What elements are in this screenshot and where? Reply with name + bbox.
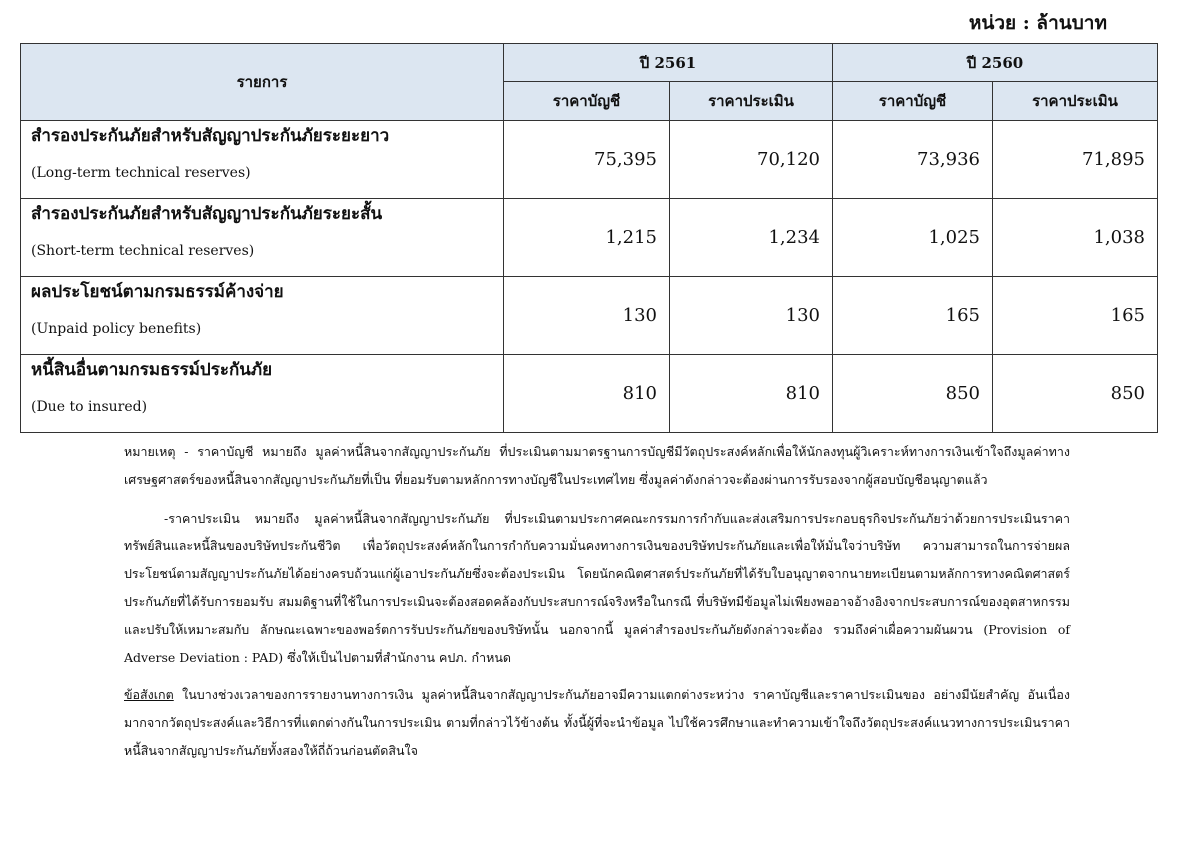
observation-label: ข้อสังเกต bbox=[124, 687, 174, 703]
table-row bbox=[21, 199, 1158, 277]
subheader-appraised-value-2561: ราคาประเมิน bbox=[670, 82, 833, 121]
row-item-thai: หนี้สินอื่นตามกรมธรรม์ประกันภัย bbox=[31, 360, 273, 380]
row-item-english: (Due to insured) bbox=[31, 399, 148, 415]
cell-value: 165 bbox=[833, 277, 993, 355]
note-observation bbox=[124, 681, 1070, 764]
cell-value: 70,120 bbox=[670, 121, 833, 199]
subheader-appraised-value-2560: ราคาประเมิน bbox=[993, 82, 1158, 121]
cell-value: 130 bbox=[504, 277, 670, 355]
cell-value: 73,936 bbox=[833, 121, 993, 199]
year-header-2560: ปี 2560 bbox=[833, 44, 1158, 82]
row-item-thai: สำรองประกันภัยสำหรับสัญญาประกันภัยระยะสั้น bbox=[31, 204, 383, 224]
item-header: รายการ bbox=[21, 44, 504, 121]
observation-text: ในบางช่วงเวลาของการรายงานทางการเงิน มูลค่าหนี้สินจากสัญญาประกันภัยอาจมีความแตกต่างระหว่าง ราคาบัญชีและราคาประเมินของ อย่างมีนัยสำคัญ อันเนื่องมากจากวัตถุประสงค์และวิธีการที่แตกต่างกันในการประเมิน ตามที่กล่าวไว้ข้างต้น ทั้งนี้ผู้ที่จะนำข้อมูล ไปใช้ควรศึกษาและทำความเข้าใจถึงวัตถุประสงค์แนวทางการประเมินราคา หนี้สินจากสัญญาประกันภัยทั้งสองให้ถี่ถ้วนก่อนตัดสินใจ bbox=[124, 687, 1070, 758]
row-item bbox=[21, 355, 504, 433]
subheader-book-value-2560: ราคาบัญชี bbox=[833, 82, 993, 121]
row-item bbox=[21, 277, 504, 355]
cell-value: 1,038 bbox=[993, 199, 1158, 277]
row-item-thai: ผลประโยชน์ตามกรมธรรม์ค้างจ่าย bbox=[31, 282, 284, 302]
row-item-english: (Unpaid policy benefits) bbox=[31, 321, 202, 337]
cell-value: 1,025 bbox=[833, 199, 993, 277]
cell-value: 850 bbox=[993, 355, 1158, 433]
reserves-table bbox=[20, 43, 1158, 433]
row-item-english: (Short-term technical reserves) bbox=[31, 243, 255, 259]
notes-section bbox=[124, 438, 1070, 765]
cell-value: 71,895 bbox=[993, 121, 1158, 199]
row-item-english: (Long-term technical reserves) bbox=[31, 165, 251, 181]
row-item bbox=[21, 199, 504, 277]
subheader-book-value-2561: ราคาบัญชี bbox=[504, 82, 670, 121]
note-appraised-value: -ราคาประเมิน หมายถึง มูลค่าหนี้สินจากสัญญาประกันภัย ที่ประเมินตามประกาศคณะกรรมการกำกับและส่งเสริมการประกอบธุรกิจประกันภัยว่าด้วยการประเมินราคาทรัพย์สินและหนี้สินของบริษัทประกันชีวิต เพื่อวัตถุประสงค์หลักในการกำกับความมั่นคงทางการเงินของบริษัทประกันภัยและเพื่อให้มั่นใจว่าบริษัท ความสามารถในการจ่ายผลประโยชน์ตามสัญญาประกันภัยได้อย่างครบถ้วนแก่ผู้เอาประกันภัยซึ่งจะต้องประเมิน โดยนักคณิตศาสตร์ประกันภัยที่ได้รับใบอนุญาตจากนายทะเบียนตามหลักการทางคณิตศาสตร์ ประกันภัยที่ได้รับการยอมรับ สมมติฐานที่ใช้ในการประเมินจะต้องสอดคล้องกับประสบการณ์จริงหรือในกรณี ที่บริษัทมีข้อมูลไม่เพียงพออาจอ้างอิงจากประสบการณ์ของอุตสาหกรรมและปรับให้เหมาะสมกับ ลักษณะเฉพาะของพอร์ตการรับประกันภัยของบริษัทนั้น นอกจากนี้ มูลค่าสำรองประกันภัยดังกล่าวจะต้อง รวมถึงค่าเผื่อความผันผวน (Provision of Adverse Deviation : PAD) ซึ่งให้เป็นไปตามที่สำนักงาน คปภ. กำหนด bbox=[124, 510, 1070, 665]
table-row bbox=[21, 355, 1158, 433]
cell-value: 165 bbox=[993, 277, 1158, 355]
cell-value: 810 bbox=[670, 355, 833, 433]
row-item bbox=[21, 121, 504, 199]
note-book-value: หมายเหตุ - ราคาบัญชี หมายถึง มูลค่าหนี้สินจากสัญญาประกันภัย ที่ประเมินตามมาตรฐานการบัญชีมีวัตถุประสงค์หลักเพื่อให้นักลงทุนผู้วิเคราะห์ทางการเงินเข้าใจถึงมูลค่าทางเศรษฐศาสตร์ของหนี้สินจากสัญญาประกันภัยที่เป็น ที่ยอมรับตามหลักการทางบัญชีในประเทศไทย ซึ่งมูลค่าดังกล่าวจะต้องผ่านการรับรองจากผู้สอบบัญชีอนุญาตแล้ว bbox=[124, 444, 1070, 487]
cell-value: 1,215 bbox=[504, 199, 670, 277]
cell-value: 810 bbox=[504, 355, 670, 433]
cell-value: 850 bbox=[833, 355, 993, 433]
cell-value: 1,234 bbox=[670, 199, 833, 277]
row-item-thai: สำรองประกันภัยสำหรับสัญญาประกันภัยระยะยาว bbox=[31, 126, 390, 146]
year-header-2561: ปี 2561 bbox=[504, 44, 833, 82]
table-row bbox=[21, 121, 1158, 199]
cell-value: 130 bbox=[670, 277, 833, 355]
unit-label: หน่วย : ล้านบาท bbox=[968, 12, 1107, 34]
cell-value: 75,395 bbox=[504, 121, 670, 199]
table-row bbox=[21, 277, 1158, 355]
